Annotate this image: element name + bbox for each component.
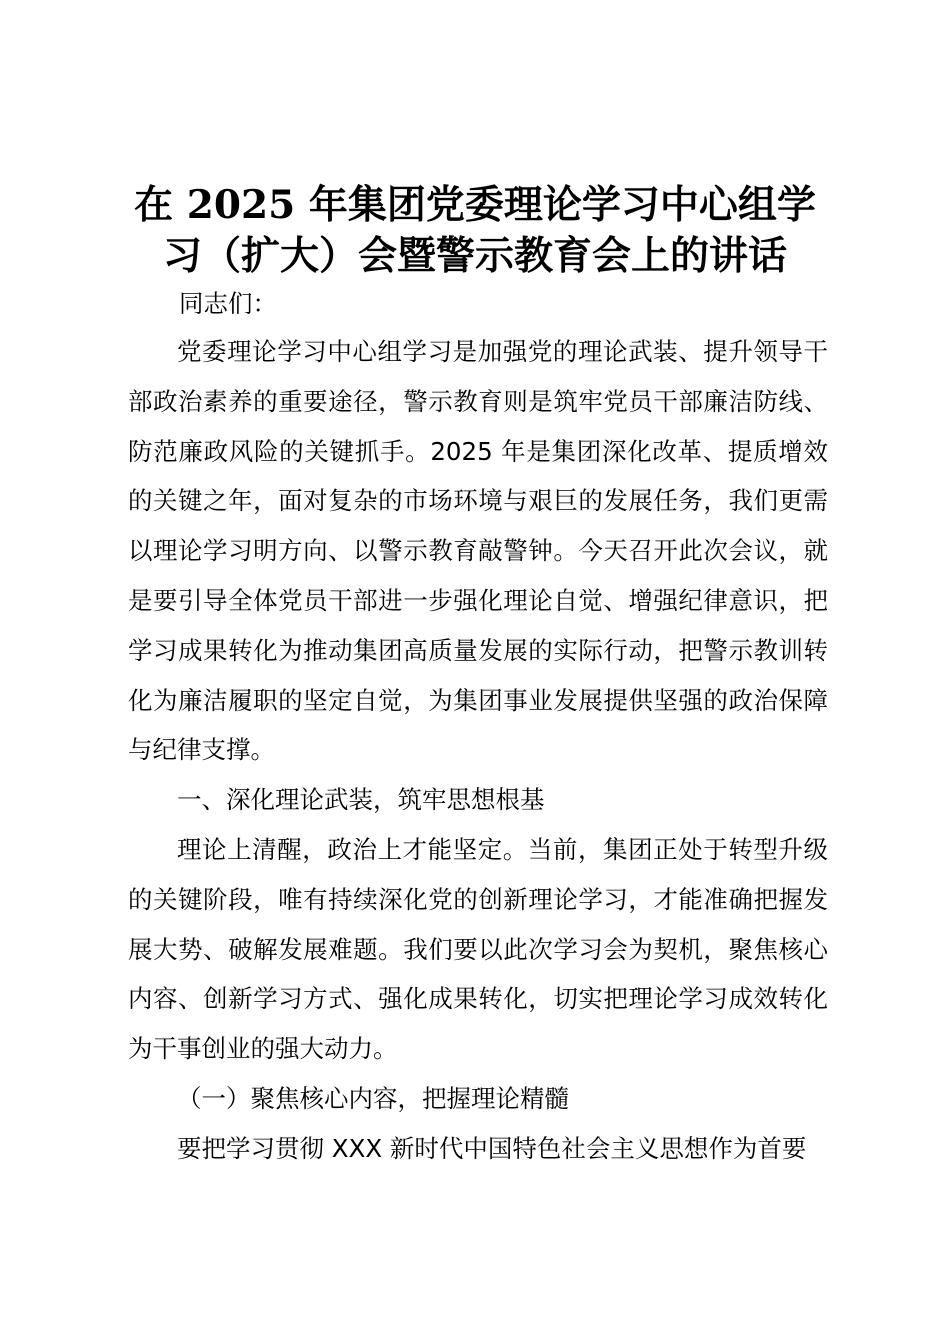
salutation: 同志们： [179,289,277,318]
paragraph-subsection-1: 要把学习贯彻 XXX 新时代中国特色社会主义思想作为首要 [177,1133,807,1163]
title-line-1: 在 2025 年集团党委理论学习中心组学 [134,182,816,228]
paragraph-intro: 党委理论学习中心组学习是加强党的理论武装、提升领导干部政治素养的重要途径，警示教育则是筑牢党员干部廉洁防线、防范廉政风险的关键抓手。2025 年是集团深化改革、提质增效的关键之年，面对复杂的市场环境与艰巨的发展任务，我们更需以理论学习明方向、以警示教育敲警钟。今天召开此次会议，就是要引导全体党员干部进一步强化理论自觉、增强纪律意识，把学习成果转化为推动集团高质量发展的实际行动，把警示教训转化为廉洁履职的坚定自觉，为集团事业发展提供坚强的政治保障与纪律支撑。 [128,337,828,765]
paragraph-section-1: 理论上清醒，政治上才能坚定。当前，集团正处于转型升级的关键阶段，唯有持续深化党的创新理论学习，才能准确把握发展大势、破解发展难题。我们要以此次学习会为契机，聚焦核心内容、创新学习方式、强化成果转化，切实把理论学习成效转化为干事创业的强大动力。 [128,834,828,1064]
document-title [110,180,840,282]
section-heading-1: 一、深化理论武装，筑牢思想根基 [177,785,545,815]
subsection-heading-1: （一）聚焦核心内容，把握理论精髓 [177,1083,569,1113]
title-line-2: 习（扩大）会暨警示教育会上的讲话 [162,233,787,279]
document-body [128,281,828,1174]
